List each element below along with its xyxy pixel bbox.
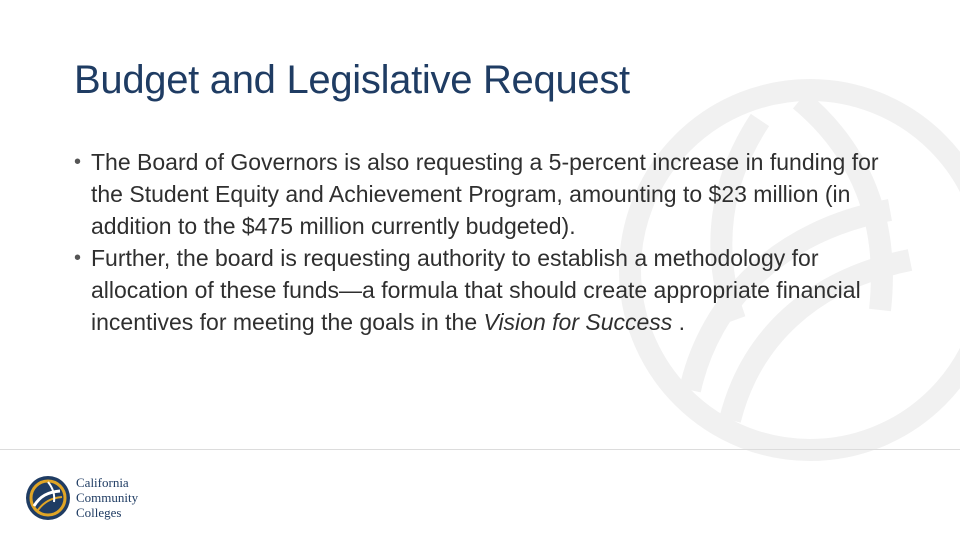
ccc-seal-icon xyxy=(24,474,72,522)
bullet-text: The Board of Governors is also requesting a 5-percent increase in funding for the Student Equity and Achievement Program, amounting to $23 million (in addition to the $475 million currently budgeted). xyxy=(91,149,879,239)
bullet-text: Further, the board is requesting authority to establish a methodology for allocation of these funds—a formula that should create appropriate financial incentives for meeting the goals in the xyxy=(91,245,861,335)
bullet-item xyxy=(74,146,884,242)
slide-title: Budget and Legislative Request xyxy=(74,58,630,102)
logo-line: California xyxy=(76,475,129,490)
bullet-list xyxy=(74,146,884,338)
vision-for-success-emphasis: Vision for Success xyxy=(483,309,673,335)
logo-wordmark xyxy=(76,475,166,520)
footer-divider xyxy=(0,449,960,450)
logo-line: Community xyxy=(76,490,139,505)
ccc-logo xyxy=(24,472,164,526)
bullet-item xyxy=(74,242,884,338)
logo-line: Colleges xyxy=(76,505,122,520)
bullet-text-end: . xyxy=(672,309,686,335)
